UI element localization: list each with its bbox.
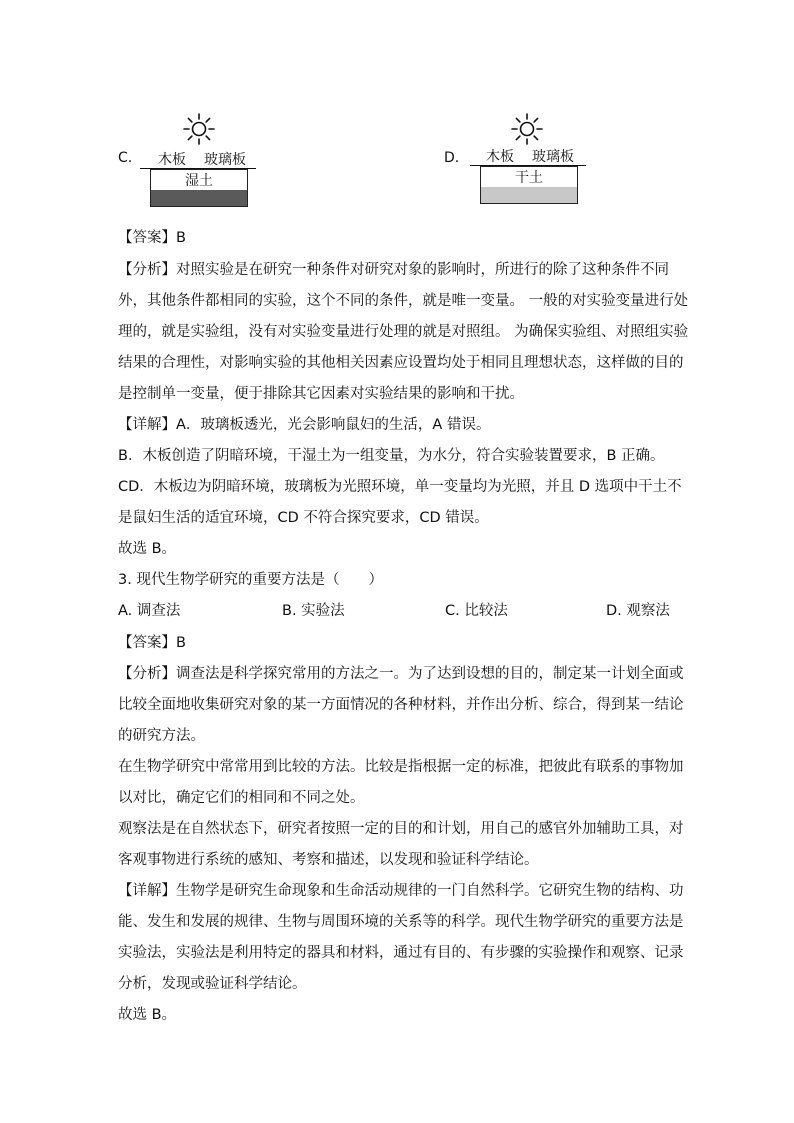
q3-detail-line: 分析，发现或验证科学结论。 xyxy=(118,976,307,992)
q3-analysis-line: 比较全面地收集研究对象的某一方面情况的各种材料，并作出分析、综合，得到某一结论 xyxy=(118,697,684,713)
figure-c xyxy=(118,112,268,212)
q3-stem: 3. 现代生物学研究的重要方法是（ ） xyxy=(118,572,383,588)
q2-detail-line: 是鼠妇生活的适宜环境，CD 不符合探究要求，CD 错误。 xyxy=(118,510,489,526)
q3-analysis-line: 观察法是在自然状态下，研究者按照一定的目的和计划，用自己的感官外加辅助工具，对 xyxy=(118,821,684,837)
soil-fill xyxy=(481,187,577,203)
sun-icon xyxy=(182,112,216,146)
q3-detail-line: 故选 B。 xyxy=(118,1007,177,1023)
q2-detail-line: B．木板创造了阴暗环境，干湿土为一组变量，为水分，符合实验装置要求，B 正确。 xyxy=(118,448,665,464)
q3-detail-line: 实验法，实验法是利用特定的器具和材料，通过有目的、有步骤的实验操作和观察、记录 xyxy=(118,945,684,961)
q2-analysis-line: 理的，就是实验组，没有对实验变量进行处理的就是对照组。 为确保实验组、对照组实验 xyxy=(118,324,689,340)
q2-detail-line: 故选 B。 xyxy=(118,541,177,557)
q3-option-c: C. 比较法 xyxy=(445,603,508,619)
q2-analysis-line: 外，其他条件都相同的实验，这个不同的条件，就是唯一变量。 一般的对实验变量进行处 xyxy=(118,293,689,309)
option-d-label: D. xyxy=(444,150,460,166)
q3-analysis-line: 在生物学研究中常常用到比较的方法。比较是指根据一定的标准，把彼此有联系的事物加 xyxy=(118,759,684,775)
wood-board-label: 木板 xyxy=(158,152,186,168)
soil-label: 湿土 xyxy=(185,173,213,189)
glass-board-label: 玻璃板 xyxy=(204,152,246,168)
q3-analysis-line: 以对比，确定它们的相同和不同之处。 xyxy=(118,790,365,806)
q2-analysis-line: 是控制单一变量，便于排除其它因素对实验结果的影响和干扰。 xyxy=(118,386,524,402)
q2-detail-line: 【详解】A．玻璃板透光，光会影响鼠妇的生活，A 错误。 xyxy=(118,417,491,433)
q2-detail-line: CD．木板边为阴暗环境，玻璃板为光照环境，单一变量均为光照，并且 D 选项中干土不 xyxy=(118,479,682,495)
q2-analysis-line: 【分析】对照实验是在研究一种条件对研究对象的影响时，所进行的除了这种条件不同 xyxy=(118,262,669,278)
q3-answer: 【答案】B xyxy=(118,635,186,651)
q3-detail-line: 【详解】生物学是研究生命现象和生命活动规律的一门自然科学。它研究生物的结构、功 xyxy=(118,883,684,899)
q3-analysis-line: 【分析】调查法是科学探究常用的方法之一。为了达到设想的目的，制定某一计划全面或 xyxy=(118,666,684,682)
q3-option-b: B. 实验法 xyxy=(282,603,345,619)
sun-icon xyxy=(510,112,544,146)
wood-board-label: 木板 xyxy=(486,149,514,165)
q3-analysis-line: 客观事物进行系统的感知、考察和描述，以发现和验证科学结论。 xyxy=(118,852,539,868)
q3-option-a: A. 调查法 xyxy=(118,603,181,619)
q3-option-d: D. 观察法 xyxy=(606,603,670,619)
glass-board-label: 玻璃板 xyxy=(532,149,574,165)
q2-analysis-line: 结果的合理性，对影响实验的其他相关因素应设置均处于相同且理想状态，这样做的目的 xyxy=(118,355,684,371)
q3-detail-line: 能、发生和发展的规律、生物与周围环境的关系等的科学。现代生物学研究的重要方法是 xyxy=(118,914,684,930)
q2-answer: 【答案】B xyxy=(118,230,186,246)
soil-box xyxy=(150,169,248,207)
soil-box xyxy=(480,166,578,204)
option-c-label: C. xyxy=(118,150,133,166)
q3-analysis-line: 的研究方法。 xyxy=(118,728,205,744)
figure-d xyxy=(444,112,594,212)
soil-fill xyxy=(151,190,247,206)
soil-label: 干土 xyxy=(515,170,543,186)
